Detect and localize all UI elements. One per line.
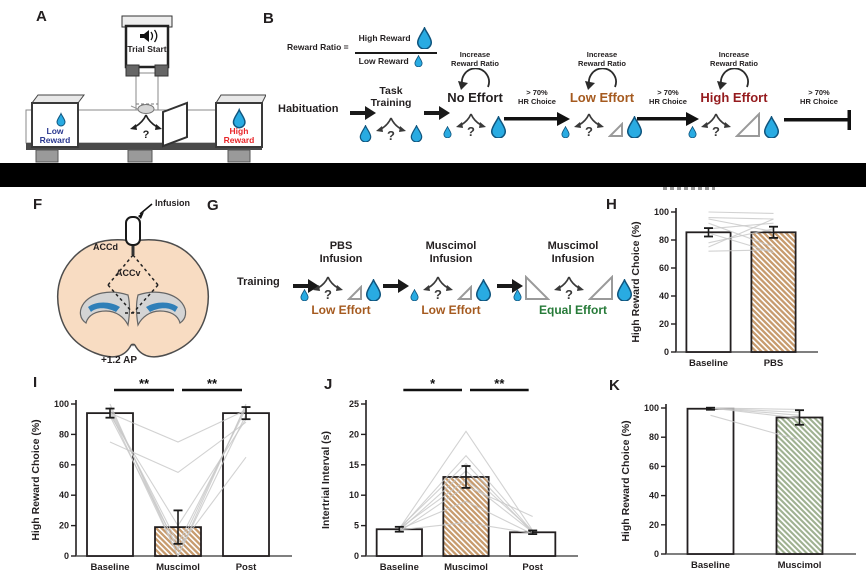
training-label: Training	[237, 276, 280, 288]
svg-text:10: 10	[348, 490, 359, 501]
svg-text:Intertrial Interval (s): Intertrial Interval (s)	[320, 430, 332, 530]
formula-numerator: High Reward	[358, 33, 411, 43]
svg-text:15: 15	[348, 459, 359, 470]
increase-label: Reward Ratio	[578, 59, 626, 68]
water-drop-icon	[414, 55, 423, 67]
water-drop-icon	[300, 289, 309, 301]
criterion-label: HR Choice	[649, 97, 687, 107]
barrier-icon	[457, 285, 473, 301]
water-drop-icon	[561, 126, 570, 138]
panel-label-f: F	[33, 196, 43, 213]
step-pbs-infusion	[301, 240, 381, 317]
svg-text:60: 60	[58, 459, 69, 470]
redaction-band	[0, 163, 866, 187]
svg-text:0: 0	[353, 551, 359, 561]
svg-text:?: ?	[434, 287, 442, 302]
stage-high-effort	[688, 50, 780, 138]
svg-text:Baseline: Baseline	[379, 562, 419, 573]
svg-text:**: **	[206, 378, 218, 391]
svg-text:25: 25	[348, 399, 359, 409]
muscimol-infusion-label: Infusion	[429, 252, 473, 265]
criterion-label: > 70%	[526, 88, 548, 97]
cropped-text-fragment	[663, 187, 715, 190]
criterion-label: > 70%	[657, 88, 679, 97]
svg-text:Post: Post	[522, 562, 543, 573]
muscimol-infusion-label: Muscimol	[425, 240, 477, 252]
choice-arrows-icon	[311, 275, 345, 301]
reward-ratio-formula	[287, 26, 437, 68]
water-drop-icon	[410, 125, 423, 142]
svg-text:20: 20	[348, 429, 359, 440]
barrier-icon	[608, 122, 624, 138]
accd-label: ACCd	[93, 242, 118, 252]
svg-text:Baseline: Baseline	[690, 560, 731, 571]
svg-text:100: 100	[653, 207, 669, 217]
panel-label-b: B	[263, 10, 274, 27]
svg-text:40: 40	[648, 490, 659, 501]
choice-arrows-icon	[454, 112, 488, 138]
panel-label-g: G	[207, 197, 219, 214]
svg-text:?: ?	[387, 128, 395, 143]
high-effort-title: High Effort	[700, 90, 768, 105]
effort-condition-label: Equal Effort	[539, 303, 607, 318]
criterion-label: HR Choice	[800, 97, 838, 107]
task-training-step	[360, 85, 422, 142]
panel-label-a: A	[36, 8, 47, 25]
stage-low-effort	[558, 50, 646, 138]
svg-text:0: 0	[663, 347, 669, 357]
panel-label-j: J	[324, 376, 333, 393]
chart-high-reward-choice-pbs	[628, 196, 820, 374]
svg-text:**: **	[494, 378, 505, 391]
water-drop-icon	[416, 27, 433, 49]
svg-text:High Reward Choice (%): High Reward Choice (%)	[630, 221, 642, 343]
criterion-terminator	[782, 88, 856, 131]
water-drop-icon	[365, 279, 382, 301]
increase-label: Reward Ratio	[451, 59, 499, 68]
trial-start-label: Trial Start	[127, 44, 167, 54]
svg-text:20: 20	[648, 519, 659, 530]
increase-label: Increase	[586, 50, 618, 59]
increase-label: Increase	[718, 50, 750, 59]
choice-arrows-icon	[421, 275, 455, 301]
water-drop-icon	[513, 289, 522, 301]
formula-denominator: Low Reward	[358, 56, 409, 66]
chart-high-reward-choice-muscimol	[28, 378, 294, 578]
svg-text:40: 40	[58, 490, 69, 501]
formula-fraction	[355, 26, 437, 68]
high-reward-label: High Reward	[223, 126, 255, 146]
criterion-label: > 70%	[808, 88, 830, 97]
panel-label-h: H	[606, 196, 617, 213]
pbs-infusion-label: PBS	[329, 240, 353, 252]
increase-label: Increase	[459, 50, 491, 59]
choice-arrows-icon	[572, 112, 606, 138]
svg-text:Post: Post	[235, 562, 257, 573]
svg-text:20: 20	[658, 319, 669, 329]
barrier-icon	[588, 275, 614, 301]
svg-text:40: 40	[658, 291, 669, 301]
svg-text:?: ?	[324, 287, 332, 302]
brain-diagram	[40, 195, 220, 380]
accv-label: ACCv	[116, 268, 141, 278]
svg-text:100: 100	[53, 399, 69, 409]
cannula-icon	[126, 217, 140, 245]
svg-text:High Reward Choice (%): High Reward Choice (%)	[30, 419, 42, 541]
barrier-icon	[524, 275, 550, 301]
chart-high-reward-choice-equal-effort	[618, 392, 858, 576]
pbs-infusion-label: Infusion	[319, 252, 363, 265]
water-drop-icon	[359, 125, 372, 142]
low-reward-label: Low Reward	[39, 126, 71, 146]
effort-condition-label: Low Effort	[311, 303, 371, 318]
infusion-label: Infusion	[155, 198, 190, 208]
choice-arrows-icon	[374, 116, 408, 142]
ap-coordinate-label: +1.2 AP	[101, 355, 138, 366]
increase-loop-icon	[714, 68, 754, 90]
panel-label-k: K	[609, 377, 620, 394]
svg-text:Baseline: Baseline	[90, 562, 130, 573]
choice-arrows-icon	[552, 275, 586, 301]
svg-text:PBS: PBS	[763, 358, 784, 369]
increase-label: Reward Ratio	[710, 59, 758, 68]
increase-loop-icon	[455, 68, 495, 90]
criterion-label: HR Choice	[518, 97, 556, 107]
habituation-label: Habituation	[278, 103, 339, 115]
increase-loop-icon	[582, 68, 622, 90]
svg-text:?: ?	[585, 124, 593, 138]
effort-condition-label: Low Effort	[421, 303, 481, 318]
svg-text:60: 60	[658, 263, 669, 273]
water-drop-icon	[443, 126, 452, 138]
flow-arrow-icon	[383, 279, 409, 293]
task-training-label: Training	[370, 97, 412, 110]
svg-text:100: 100	[643, 403, 659, 413]
svg-text:Muscimol: Muscimol	[777, 560, 822, 571]
barrier-icon	[347, 285, 363, 301]
svg-text:?: ?	[467, 124, 475, 138]
svg-text:80: 80	[648, 432, 659, 443]
svg-text:?: ?	[565, 287, 573, 302]
choice-arrows-icon	[699, 112, 733, 138]
svg-text:?: ?	[712, 124, 720, 138]
svg-text:0: 0	[653, 549, 659, 559]
svg-text:*: *	[430, 378, 436, 391]
low-effort-title: Low Effort	[569, 90, 635, 105]
svg-text:60: 60	[648, 461, 659, 472]
svg-text:Baseline: Baseline	[688, 358, 729, 369]
svg-text:80: 80	[658, 235, 669, 245]
criterion-stop-icon	[784, 109, 854, 131]
svg-text:Muscimol: Muscimol	[444, 562, 488, 573]
infusion-pointer-arrow	[138, 204, 152, 219]
panel-label-i: I	[33, 374, 38, 391]
step-muscimol-infusion-2	[527, 240, 619, 317]
svg-text:Muscimol: Muscimol	[156, 562, 200, 573]
water-drop-icon	[763, 116, 780, 138]
muscimol-infusion-label: Infusion	[551, 252, 595, 265]
water-drop-icon	[688, 126, 697, 138]
formula-lhs: Reward Ratio =	[287, 42, 349, 52]
svg-text:20: 20	[58, 520, 69, 531]
svg-text:**: **	[138, 378, 150, 391]
chart-intertrial-interval	[318, 378, 580, 578]
svg-text:High Reward Choice (%): High Reward Choice (%)	[620, 420, 632, 542]
step-muscimol-infusion-1	[411, 240, 491, 317]
water-drop-icon	[475, 279, 492, 301]
no-effort-title: No Effort	[447, 90, 503, 105]
water-drop-icon	[410, 289, 419, 301]
svg-text:5: 5	[353, 520, 359, 531]
svg-text:80: 80	[58, 429, 69, 440]
svg-text:0: 0	[63, 551, 69, 561]
svg-text:?: ?	[142, 129, 150, 141]
barrier-icon	[735, 112, 761, 138]
task-training-label: Task	[379, 85, 403, 97]
muscimol-infusion-label: Muscimol	[547, 240, 599, 252]
